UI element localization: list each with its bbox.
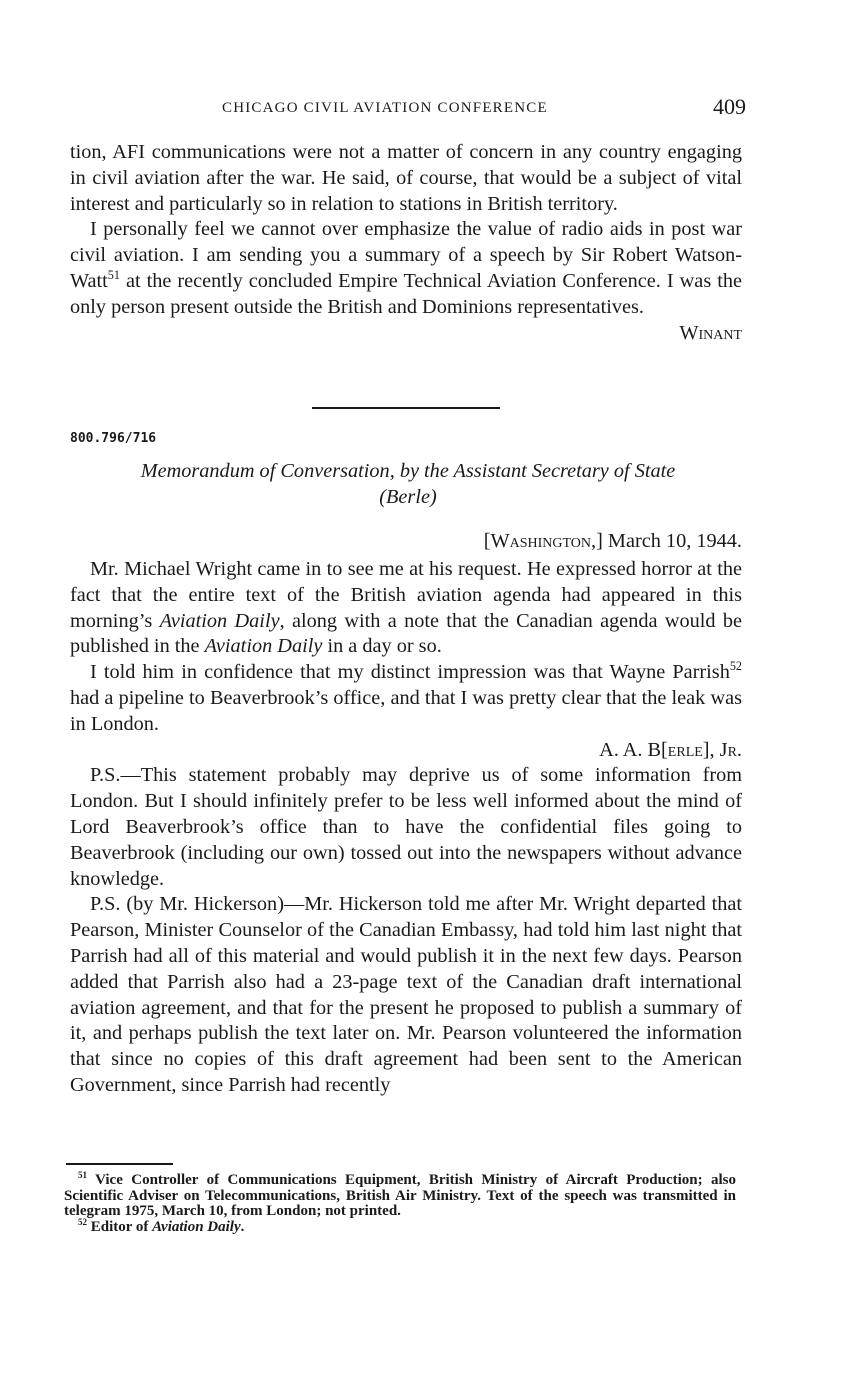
text-span: at the recently concluded Empire Technical Aviation Conference. I was the only person present outside the British and Dominions representatives.	[70, 269, 742, 318]
page-number: 409	[713, 94, 746, 119]
paragraph: tion, AFI communications were not a matter of concern in any country engaging in civil aviation after the war. He said, of course, that would be a subject of vital interest and particularly so in relation to stations in British territory.	[70, 141, 742, 215]
text-span: in a day or so.	[322, 635, 442, 658]
footnote-number: 52	[78, 1216, 87, 1227]
letter-continuation	[70, 140, 742, 346]
footnote-text: Editor of	[87, 1218, 153, 1235]
footnote-text: Vice Controller of Communications Equipment, British Ministry of Aircraft Production; also Scientific Adviser on Telecommunications, British Air Ministry. Text of the speech was transmitted in telegram 1975, March 10, from London; not printed.	[64, 1172, 736, 1219]
postscript: P.S.—This statement probably may deprive us of some information from London. But I should infinitely prefer to be less well informed about the mind of Lord Beaverbrook’s office than to have the confidential files going to Beaverbrook (including our own) tossed out into the newspapers without advance knowledge.	[70, 764, 742, 890]
publication-name: Aviation Daily	[204, 635, 323, 658]
publication-name: Aviation Daily	[152, 1218, 241, 1235]
dateline	[484, 529, 742, 555]
footnotes	[64, 1170, 736, 1235]
memorandum-body	[70, 557, 742, 1099]
document-title	[70, 459, 746, 511]
footnote-text: .	[240, 1218, 245, 1235]
footnote-ref: 52	[729, 659, 742, 674]
file-number: 800.796/716	[70, 431, 157, 446]
text-span: had a pipeline to Beaverbrook’s office, and that I was pretty clear that the leak was in London.	[70, 686, 742, 735]
paragraph	[70, 557, 742, 660]
text-span: I personally feel we cannot over emphasize the value of radio aids in post war civil aviation. I am sending you a summary of a speech by Sir Robert Watson-Watt	[70, 218, 742, 292]
title-author: (Berle)	[379, 485, 437, 508]
footnote	[64, 1216, 736, 1236]
running-title: CHICAGO CIVIL AVIATION CONFERENCE	[222, 100, 548, 116]
text-span: I told him in confidence that my distinct impression was that Wayne Parrish	[90, 661, 730, 684]
section-divider	[312, 407, 500, 409]
text-span: Mr. Michael Wright came in to see me at his request. He expressed horror at the fact that the entire text of the British aviation agenda had appeared in this morning’s	[70, 558, 742, 632]
paragraph	[70, 217, 742, 320]
footnote-divider	[66, 1163, 173, 1165]
running-header	[70, 96, 746, 122]
postscript: P.S. (by Mr. Hickerson)—Mr. Hickerson told me after Mr. Wright departed that Pearson, Minister Counselor of the Canadian Embassy, had told him last night that Parrish had all of this material and would publish it in the next few days. Pearson added that Parrish also had a 23-page text of the Canadian draft international aviation agreement, and that for the present he proposed to publish a summary of it, and perhaps publish the text later on. Mr. Pearson volunteered the information that since no copies of this draft agreement had been sent to the American Government, since Parrish had recently	[70, 893, 742, 1096]
footnote-number: 51	[78, 1170, 87, 1180]
signature: Winant	[679, 321, 742, 344]
dateline-place: [Washington,]	[483, 530, 603, 552]
text-span: , along with a note that the Canadian agenda would be published in the	[70, 609, 742, 658]
title-main: Memorandum of Conversation, by the Assistant Secretary of State	[140, 460, 676, 482]
footnote-ref: 51	[107, 268, 120, 283]
paragraph	[70, 660, 742, 737]
signature: A. A. B[erle], Jr.	[599, 738, 742, 761]
footnote	[64, 1170, 736, 1220]
publication-name: Aviation Daily	[159, 609, 280, 632]
dateline-date: March 10, 1944.	[602, 530, 742, 552]
